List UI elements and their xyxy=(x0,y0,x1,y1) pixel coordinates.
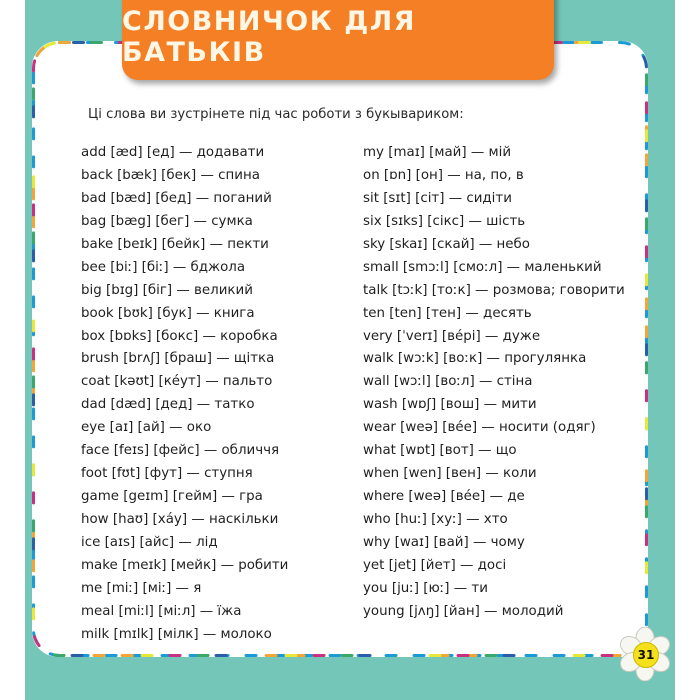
glossary-entry: on [ɒn] [он] — на, по, в xyxy=(363,167,524,183)
glossary-entry: walk [wɔːk] [воːк] — прогулянка xyxy=(363,351,587,367)
glossary-entry: you [juː] [юː] — ти xyxy=(363,580,488,596)
glossary-entry: wash [wɒʃ] [вош] — мити xyxy=(363,397,537,413)
glossary-entry: bad [bæd] [бед] — поганий xyxy=(81,190,272,206)
glossary-entry: back [bæk] [бек] — спина xyxy=(81,167,260,183)
intro-text: Ці слова ви зустрінете під час роботи з букывариком: xyxy=(88,107,464,122)
glossary-entry: coat [kəʊt] [ке́ут] — пальто xyxy=(81,374,273,390)
glossary-entry: wear [weə] [ве́е] — носити (одяг) xyxy=(363,420,596,436)
glossary-entry: wall [wɔːl] [воːл] — стіна xyxy=(363,374,533,390)
glossary-entry: bake [beɪk] [бейк] — пекти xyxy=(81,236,269,252)
glossary-entry: me [miː] [міː] — я xyxy=(81,580,202,596)
glossary-entry: game [geɪm] [гейм] — гра xyxy=(81,489,263,505)
glossary-entry: six [sɪks] [сікс] — шість xyxy=(363,213,526,229)
glossary-entry: how [haʊ] [ха́у] — наскільки xyxy=(81,512,279,527)
glossary-entry: brush [brʌʃ] [браш] — щітка xyxy=(81,351,275,367)
glossary-entry: when [wen] [вен] — коли xyxy=(363,466,537,482)
glossary-entry: sit [sɪt] [сіт] — сидіти xyxy=(363,190,512,206)
header-tab xyxy=(122,0,554,80)
glossary-entry: meal [miːl] [міːл] — їжа xyxy=(81,603,242,619)
glossary-entry: add [æd] [ед] — додавати xyxy=(81,145,265,160)
glossary-column-right xyxy=(363,142,625,624)
glossary-entry: dad [dæd] [дед] — татко xyxy=(81,397,255,413)
glossary-entry: small [smɔːl] [смоːл] — маленький xyxy=(363,259,602,275)
glossary-entry: what [wɒt] [вот] — що xyxy=(363,443,517,459)
glossary-entry: my [maɪ] [май] — мій xyxy=(363,145,512,160)
glossary-entry: bag [bæg] [бег] — сумка xyxy=(81,213,253,229)
glossary-entry: make [meɪk] [мейк] — робити xyxy=(81,557,289,573)
glossary-entry: yet [jet] [йет] — досі xyxy=(363,557,507,573)
page-title: СЛОВНИЧОК ДЛЯ БАТЬКІВ xyxy=(122,6,416,68)
glossary-entry: big [bɪg] [біг] — великий xyxy=(81,282,253,298)
glossary-entry: eye [aɪ] [ай] — око xyxy=(81,420,212,436)
glossary-entry: very [ˈverɪ] [ве́рі] — дуже xyxy=(363,328,541,344)
glossary-entry: sky [skaɪ] [скай] — небо xyxy=(363,236,530,252)
glossary-entry: young [jʌŋ] [йан] — молодий xyxy=(363,603,564,619)
glossary-entry: foot [fʊt] [фут] — ступня xyxy=(81,466,253,482)
glossary-entry: talk [tɔːk] [тоːк] — розмова; говорити xyxy=(363,282,625,298)
glossary-entry: who [huː] [хуː] — хто xyxy=(363,512,508,527)
glossary-entry: book [bʊk] [бук] — книга xyxy=(81,305,255,321)
glossary-entry: ice [aɪs] [айс] — лід xyxy=(81,534,218,550)
glossary-entry: milk [mɪlk] [мілк] — молоко xyxy=(81,626,272,642)
glossary-entry: where [weə] [ве́е] — де xyxy=(363,489,525,505)
glossary-entry: ten [ten] [тен] — десять xyxy=(363,305,532,321)
glossary-entry: box [bɒks] [бокс] — коробка xyxy=(81,328,278,344)
glossary-entry: bee [biː] [біː] — бджола xyxy=(81,259,246,275)
glossary-entry: why [waɪ] [вай] — чому xyxy=(363,534,525,550)
glossary-entry: face [feɪs] [фейс] — обличчя xyxy=(81,443,280,459)
page-number: 31 xyxy=(633,642,659,668)
glossary-column-left xyxy=(81,142,288,647)
